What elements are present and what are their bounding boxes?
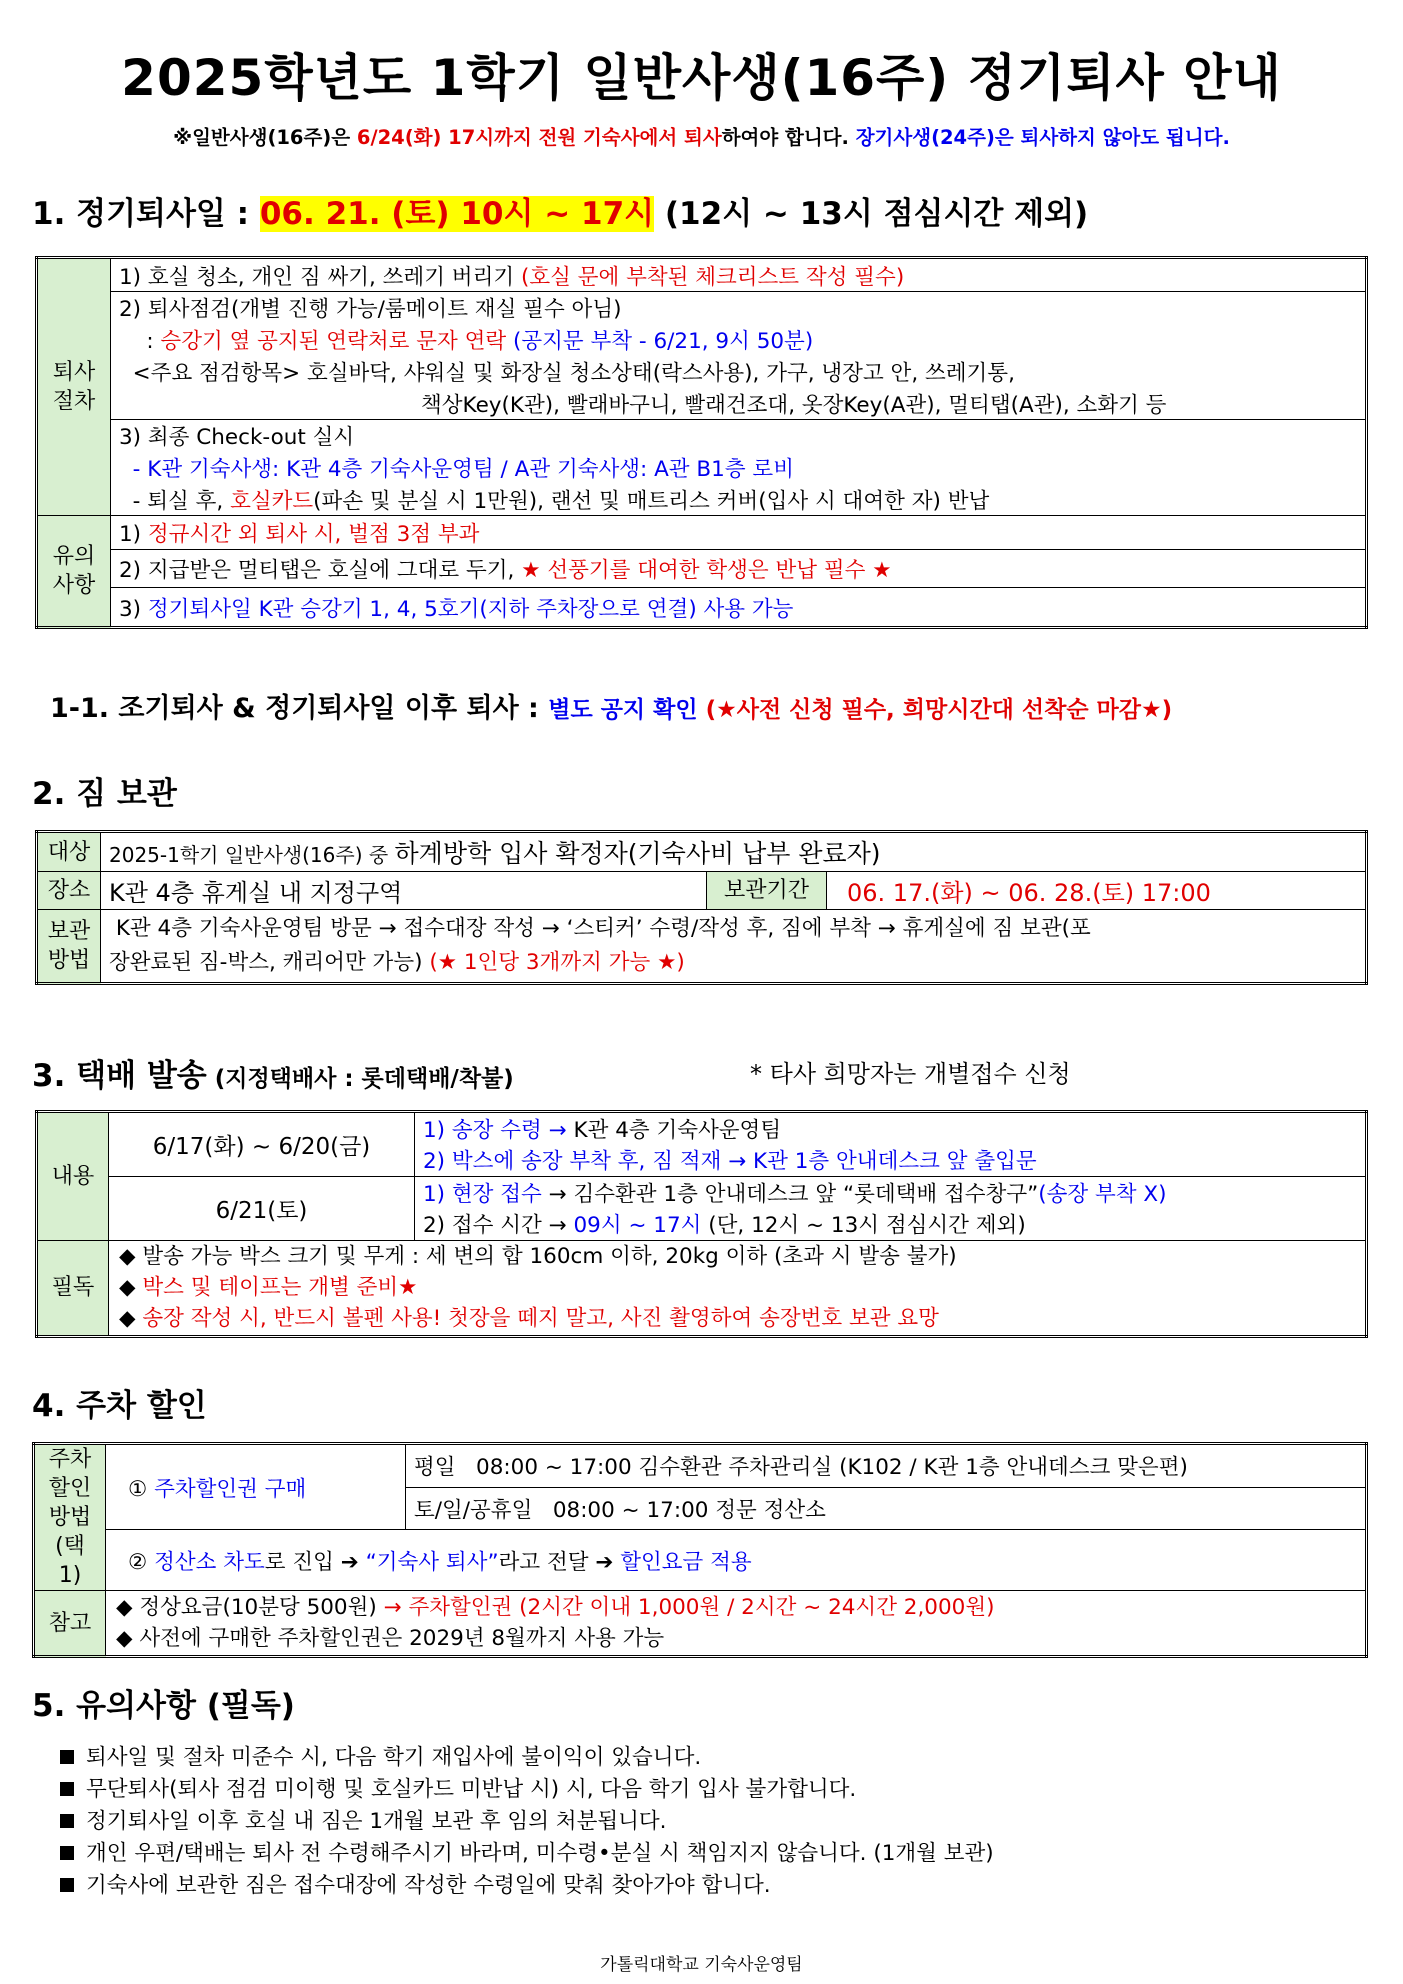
procedure-row-2c: <주요 점검항목> 호실바닥, 샤워실 및 화장실 청소상태(락스사용), 가구, 냉장고 안, 쓰레기통, bbox=[111, 356, 1367, 388]
list-item: 기숙사에 보관한 짐은 접수대장에 작성한 수령일에 맞춰 찾아가야 합니다. bbox=[60, 1870, 994, 1902]
notice-text-2: 하여야 합니다. bbox=[721, 126, 856, 149]
must-read-header: 필독 bbox=[37, 1240, 109, 1336]
square-bullet-icon bbox=[60, 1750, 74, 1764]
parking-ref: ◆ 정상요금(10분당 500원) → 주차할인권 (2시간 이내 1,000원 / 2시간 ~ 24시간 2,000원) ◆ 사전에 구매한 주차할인권은 2029년 8월까지 사용 가능 bbox=[106, 1591, 1367, 1657]
target-header: 대상 bbox=[37, 832, 101, 872]
list-item: 개인 우편/택배는 퇴사 전 수령해주시기 바라며, 미수령•분실 시 책임지지 않습니다. (1개월 보관) bbox=[60, 1838, 994, 1870]
delivery-step-2b: 2) 접수 시간 → 09시 ~ 17시 (단, 12시 ~ 13시 점심시간 제외) bbox=[415, 1208, 1367, 1240]
must-read-list: ◆ 발송 가능 박스 크기 및 무게 : 세 변의 합 160cm 이하, 20kg 이하 (초과 시 발송 불가) ◆ 박스 및 테이프는 개별 준비★ ◆ 송장 작성 시, 반드시 볼펜 사용! 첫장을 떼지 말고, 사진 촬영하여 송장번호 보관 요망 bbox=[109, 1240, 1367, 1336]
square-bullet-icon bbox=[60, 1878, 74, 1892]
content-header: 내용 bbox=[37, 1112, 109, 1241]
delivery-date-2: 6/21(토) bbox=[109, 1176, 415, 1240]
section-5-heading: 5. 유의사항 (필독) bbox=[32, 1688, 295, 1724]
method-value: K관 4층 기숙사운영팀 방문 → 접수대장 작성 → ‘스티커’ 수령/작성 후, 짐에 부착 → 휴게실에 짐 보관(포 장완료된 짐-박스, 캐리어만 가능) (★ 1인당 3개까지 가능 ★) bbox=[101, 910, 1367, 984]
notice-posted: (공지문 부착 - 6/21, 9시 50분) bbox=[512, 329, 814, 354]
notice-mark: ※ bbox=[173, 126, 193, 149]
section-1-1-heading: 1-1. 조기퇴사 & 정기퇴사일 이후 퇴사 : 별도 공지 확인 (★사전 신청 필수, 희망시간대 선착순 마감★) bbox=[50, 693, 1173, 724]
delivery-table bbox=[35, 1110, 1368, 1338]
square-bullet-icon bbox=[60, 1846, 74, 1860]
caution-row-2: 2) 지급받은 멀티탭은 호실에 그대로 두기, ★ 선풍기를 대여한 학생은 반납 필수 ★ bbox=[111, 550, 1367, 588]
list-item: 퇴사일 및 절차 미준수 시, 다음 학기 재입사에 불이익이 있습니다. bbox=[60, 1742, 994, 1774]
parking-weekend: 토/일/공휴일 08:00 ~ 17:00 정문 정산소 bbox=[406, 1487, 1367, 1529]
storage-table bbox=[35, 830, 1368, 985]
page-title: 2025학년도 1학기 일반사생(16주) 정기퇴사 안내 bbox=[121, 49, 1282, 107]
section-1-lunch-note: (12시 ~ 13시 점심시간 제외) bbox=[654, 196, 1089, 232]
parking-table bbox=[32, 1442, 1368, 1658]
method-header: 보관 방법 bbox=[37, 910, 101, 984]
procedure-row-2: 2) 퇴사점검(개별 진행 가능/룸메이트 재실 필수 아님) bbox=[111, 292, 1367, 324]
section-1-heading bbox=[32, 188, 1088, 233]
delivery-step-1a: 1) 송장 수령 → K관 4층 기숙사운영팀 bbox=[415, 1112, 1367, 1145]
checklist-required: (호실 문에 부착된 체크리스트 작성 필수) bbox=[520, 264, 905, 290]
penalty-note: 정규시간 외 퇴사 시, 벌점 3점 부과 bbox=[147, 522, 480, 547]
notice-long-term: 장기사생(24주)은 퇴사하지 않아도 됩니다. bbox=[855, 126, 1230, 149]
procedure-row-2b: : 승강기 옆 공지된 연락처로 문자 연락 (공지문 부착 - 6/21, 9시 50분) bbox=[111, 324, 1367, 356]
parking-ref-header: 참고 bbox=[34, 1591, 106, 1657]
caution-header: 유의 사항 bbox=[37, 516, 111, 628]
notice-text: 일반사생(16주)은 bbox=[192, 126, 357, 149]
room-card: 호실카드 bbox=[230, 488, 314, 514]
list-item: 정기퇴사일 이후 호실 내 짐은 1개월 보관 후 임의 처분됩니다. bbox=[60, 1806, 994, 1838]
parking-option-2: ② 정산소 차도로 진입 ➔ “기숙사 퇴사”라고 전달 ➔ 할인요금 적용 bbox=[106, 1530, 1367, 1591]
place-value: K관 4층 휴게실 내 지정구역 bbox=[101, 872, 707, 910]
target-value: 2025-1학기 일반사생(16주) 중 하계방학 입사 확정자(기숙사비 납부 완료자) bbox=[101, 832, 1367, 872]
parking-weekday: 평일 08:00 ~ 17:00 김수환관 주차관리실 (K102 / K관 1층 안내데스크 맞은편) bbox=[406, 1444, 1367, 1488]
delivery-date-1: 6/17(화) ~ 6/20(금) bbox=[109, 1112, 415, 1177]
square-bullet-icon bbox=[60, 1814, 74, 1828]
caution-list bbox=[60, 1742, 994, 1902]
caution-row-3: 3) 정기퇴사일 K관 승강기 1, 4, 5호기(지하 주차장으로 연결) 사용 가능 bbox=[111, 588, 1367, 628]
text-contact: 승강기 옆 공지된 연락처로 문자 연락 bbox=[160, 329, 513, 354]
place-header: 장소 bbox=[37, 872, 101, 910]
section-4-heading: 4. 주차 할인 bbox=[32, 1388, 207, 1424]
parking-method-header: 주차 할인 방법 (택1) bbox=[34, 1444, 106, 1591]
regular-checkout-date: 06. 21. (토) 10시 ~ 17시 bbox=[259, 196, 655, 232]
delivery-step-2a: 1) 현장 접수 → 김수환관 1층 안내데스크 앞 “롯데택배 접수창구”(송장 부착 X) bbox=[415, 1176, 1367, 1208]
checkout-procedure-table bbox=[35, 256, 1368, 629]
section-2-heading: 2. 짐 보관 bbox=[32, 776, 177, 812]
early-checkout-note: (★사전 신청 필수, 희망시간대 선착순 마감★) bbox=[705, 697, 1173, 723]
separate-notice: 별도 공지 확인 bbox=[548, 697, 706, 723]
top-notice bbox=[0, 122, 1403, 150]
list-item: 무단퇴사(퇴사 점검 미이행 및 호실카드 미반납 시) 시, 다음 학기 입사 불가합니다. bbox=[60, 1774, 994, 1806]
other-courier-note: * 타사 희망자는 개별접수 신청 bbox=[750, 1060, 1071, 1088]
delivery-step-1b: 2) 박스에 송장 부착 후, 짐 적재 → K관 1층 안내데스크 앞 출입문 bbox=[415, 1144, 1367, 1176]
procedure-row-1: 1) 호실 청소, 개인 짐 싸기, 쓰레기 버리기 (호실 문에 부착된 체크리스트 작성 필수) bbox=[111, 258, 1367, 292]
parking-option-1: ① 주차할인권 구매 bbox=[106, 1444, 406, 1530]
footer-org: 가톨릭대학교 기숙사운영팀 bbox=[600, 1955, 803, 1975]
procedure-row-3: 3) 최종 Check-out 실시 bbox=[111, 420, 1367, 452]
procedure-row-3b: - K관 기숙사생: K관 4층 기숙사운영팀 / A관 기숙사생: A관 B1층 로비 bbox=[111, 452, 1367, 484]
fan-return: ★ 선풍기를 대여한 학생은 반납 필수 ★ bbox=[521, 558, 892, 583]
notice-deadline: 6/24(화) 17시까지 전원 기숙사에서 퇴사 bbox=[356, 126, 722, 149]
procedure-row-2d: 책상Key(K관), 빨래바구니, 빨래건조대, 옷장Key(A관), 멀티탭(A관), 소화기 등 bbox=[111, 388, 1367, 420]
elevator-note: 정기퇴사일 K관 승강기 1, 4, 5호기(지하 주차장으로 연결) 사용 가능 bbox=[147, 596, 794, 622]
limit-note: (★ 1인당 3개까지 가능 ★) bbox=[429, 950, 685, 975]
procedure-header: 퇴사 절차 bbox=[37, 258, 111, 516]
period-header: 보관기간 bbox=[707, 872, 827, 910]
section-1-label: 1. 정기퇴사일 : bbox=[32, 196, 260, 232]
section-3-heading: 3. 택배 발송 (지정택배사 : 롯데택배/착불) * 타사 희망자는 개별접수 신청 bbox=[32, 1050, 514, 1095]
square-bullet-icon bbox=[60, 1782, 74, 1796]
caution-row-1: 1) 정규시간 외 퇴사 시, 벌점 3점 부과 bbox=[111, 516, 1367, 550]
procedure-row-3c: - 퇴실 후, 호실카드(파손 및 분실 시 1만원), 랜선 및 매트리스 커버(입사 시 대여한 자) 반납 bbox=[111, 484, 1367, 516]
period-value: 06. 17.(화) ~ 06. 28.(토) 17:00 bbox=[827, 872, 1367, 910]
